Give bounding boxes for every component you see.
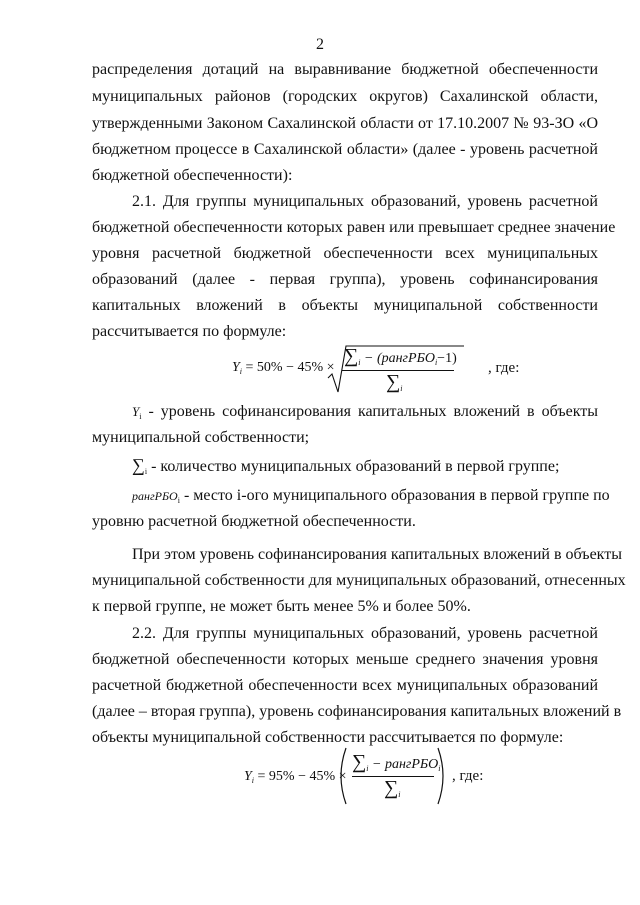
text-line: бюджетной обеспеченности): bbox=[92, 167, 293, 184]
text-line: 2.2. Для группы муниципальных образований, уровень расчетной bbox=[132, 625, 598, 642]
text-line: образований (далее - первая группа), уровень софинансирования bbox=[92, 271, 598, 288]
formula-numerator: $\sum_i$ − рангРБО$_i$ bbox=[352, 751, 441, 773]
text-line: к первой группе, не может быть менее 5% и более 50%. bbox=[92, 598, 471, 615]
formula-suffix: , где: bbox=[488, 360, 520, 376]
page-number: 2 bbox=[316, 36, 324, 53]
text-line: объекты муниципальной собственности рассчитывается по формуле: bbox=[92, 729, 564, 746]
text-line: муниципальной собственности для муниципальных образований, отнесенных bbox=[92, 572, 626, 589]
formula-denominator: $\sum_i$ bbox=[386, 371, 403, 393]
formula-suffix: , где: bbox=[452, 768, 484, 784]
text-line: муниципальных районов (городских округов) Сахалинской области, bbox=[92, 88, 598, 105]
formula-lhs: $Y_i = 50\% - 45\%$ × bbox=[232, 360, 335, 376]
text-line: рассчитывается по формуле: bbox=[92, 323, 287, 340]
text-line: бюджетной обеспеченности которых равен или превышает среднее значение bbox=[92, 219, 616, 236]
text-line: (далее – вторая группа), уровень софинансирования капитальных вложений в bbox=[92, 703, 622, 720]
formula-numerator: $\sum_i$ − (рангРБО$_i$−1) bbox=[344, 345, 457, 367]
text-line: бюджетном процессе в Сахалинской области» (далее - уровень расчетной bbox=[92, 141, 598, 158]
text-line: При этом уровень софинансирования капитальных вложений в объекты bbox=[132, 546, 622, 563]
text-line: уровню расчетной бюджетной обеспеченности. bbox=[92, 513, 416, 530]
text-line: 2.1. Для группы муниципальных образований, уровень расчетной bbox=[132, 193, 598, 210]
text-line: уровня расчетной бюджетной обеспеченности всех муниципальных bbox=[92, 245, 598, 262]
definition-sum: $\sum_i$ - количество муниципальных образований в первой группе; bbox=[132, 455, 560, 476]
text-line: муниципальной собственности; bbox=[92, 429, 310, 446]
definition-y: $Y_i$ - уровень софинансирования капитальных вложений в объекты bbox=[132, 403, 599, 421]
text-line: бюджетной обеспеченности которых меньше среднего значения уровня bbox=[92, 651, 598, 668]
text-line: распределения дотаций на выравнивание бюджетной обеспеченности bbox=[92, 61, 598, 78]
text-line: капитальных вложений в объекты муниципальной собственности bbox=[92, 297, 598, 314]
formula-lhs: $Y_i = 95\% - 45\%$ × bbox=[244, 769, 347, 785]
definition-rank: рангРБО$_i$ - место i-ого муниципального образования в первой группе по bbox=[132, 487, 610, 505]
text-line: расчетной бюджетной обеспеченности всех муниципальных образований bbox=[92, 677, 598, 694]
text-line: утвержденными Законом Сахалинской области от 17.10.2007 № 93-ЗО «О bbox=[92, 115, 598, 132]
formula-denominator: $\sum_i$ bbox=[384, 777, 401, 799]
